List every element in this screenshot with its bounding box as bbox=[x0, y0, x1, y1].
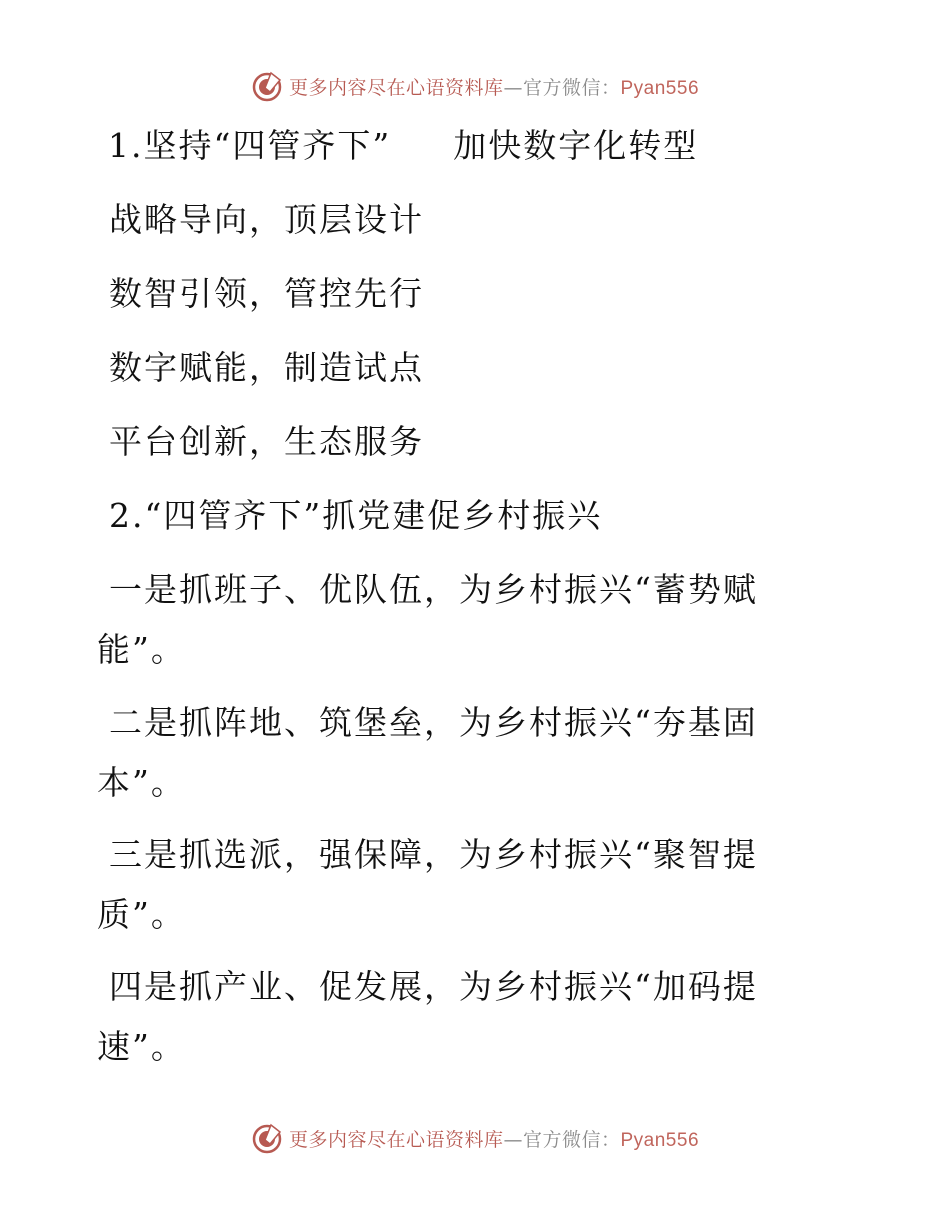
wechat-label: 官方微信： bbox=[522, 76, 621, 99]
paragraph-line: 四是抓产业、促发展，为乡村振兴“加码提 bbox=[109, 967, 758, 1006]
paragraph-line: 三是抓选派，强保障，为乡村振兴“聚智提 bbox=[109, 835, 758, 874]
watermark-title: 更多内容尽在心语资料库 bbox=[288, 1128, 504, 1151]
paragraph-line: 质”。 bbox=[97, 895, 186, 934]
watermark-text bbox=[289, 73, 699, 100]
heading-1 bbox=[108, 126, 788, 166]
footer-watermark-banner bbox=[0, 1122, 950, 1154]
heading-1-right: 加快数字化转型 bbox=[453, 126, 699, 165]
watermark-separator: — bbox=[503, 76, 523, 99]
heading-1-left: 1.坚持“四管齐下” bbox=[108, 126, 392, 165]
wechat-label: 官方微信： bbox=[522, 1128, 621, 1151]
paragraph-line: 能”。 bbox=[97, 630, 186, 669]
paragraph-line: 速”。 bbox=[97, 1027, 186, 1066]
pen-seal-logo-icon bbox=[251, 70, 283, 102]
paragraph bbox=[97, 693, 777, 813]
paragraph bbox=[97, 825, 777, 945]
watermark-separator: — bbox=[503, 1128, 523, 1151]
watermark-text bbox=[289, 1125, 699, 1152]
header-watermark-banner bbox=[0, 70, 950, 102]
paragraph bbox=[97, 560, 777, 680]
watermark-title: 更多内容尽在心语资料库 bbox=[288, 76, 504, 99]
heading-2: 2.“四管齐下”抓党建促乡村振兴 bbox=[109, 496, 603, 535]
paragraph-line: 本”。 bbox=[97, 763, 186, 802]
wechat-id: Pyan556 bbox=[620, 77, 700, 99]
list-item: 平台创新，生态服务 bbox=[109, 422, 424, 461]
list-item: 数智引领，管控先行 bbox=[109, 274, 424, 313]
paragraph-line: 二是抓阵地、筑堡垒，为乡村振兴“夯基固 bbox=[109, 703, 758, 742]
paragraph bbox=[97, 957, 777, 1077]
pen-seal-logo-icon bbox=[251, 1122, 283, 1154]
list-item: 数字赋能，制造试点 bbox=[109, 348, 424, 387]
paragraph-line: 一是抓班子、优队伍，为乡村振兴“蓄势赋 bbox=[109, 570, 758, 609]
list-item: 战略导向，顶层设计 bbox=[109, 200, 424, 239]
wechat-id: Pyan556 bbox=[620, 1129, 700, 1151]
